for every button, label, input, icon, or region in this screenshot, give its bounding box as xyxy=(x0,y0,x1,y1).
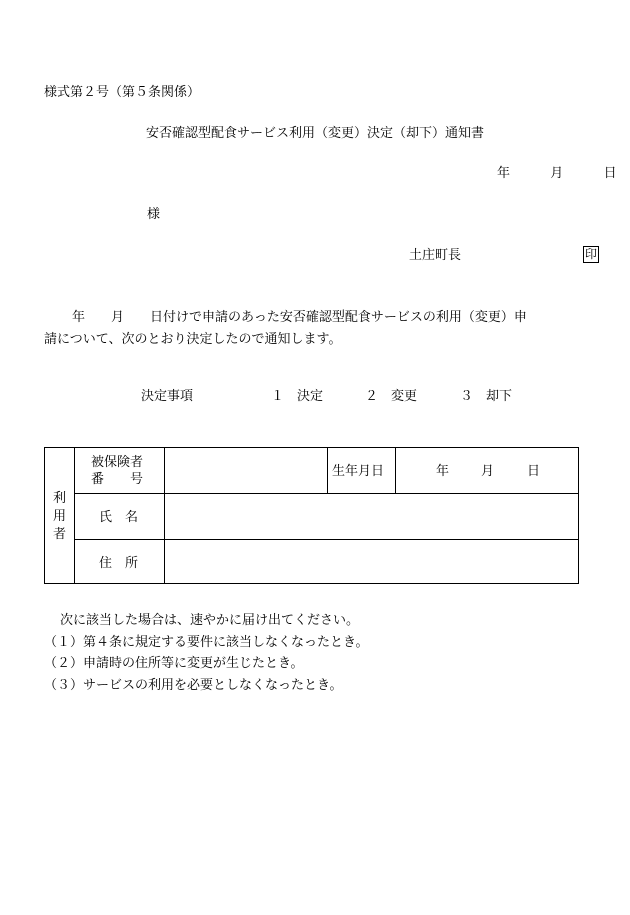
user-group-label-3: 者 xyxy=(53,527,67,542)
seal-mark: 印 xyxy=(583,246,599,263)
decision-option-change: ２ 変更 xyxy=(365,389,418,404)
notes-intro: 次に該当した場合は、速やかに届け出てください。 xyxy=(60,613,360,628)
notes-item-3: （３）サービスの利用を必要としなくなったとき。 xyxy=(44,677,343,693)
notes-item-1: （１）第４条に規定する要件に該当しなくなったとき。 xyxy=(44,634,369,650)
dob-label: 生年月日 xyxy=(332,464,385,479)
notes-section xyxy=(44,610,369,696)
form-number: 様式第２号（第５条関係） xyxy=(44,85,201,100)
notes-item-2: （２）申請時の住所等に変更が生じたとき。 xyxy=(44,656,304,671)
date-month: 月 xyxy=(550,166,564,181)
user-group-label-2: 用 xyxy=(53,509,67,524)
user-group-label-1: 利 xyxy=(53,491,67,506)
address-label: 住 所 xyxy=(99,556,139,571)
name-label: 氏 名 xyxy=(99,510,139,525)
body-text xyxy=(44,307,592,351)
insured-number-label-line1: 被保険者 xyxy=(91,455,144,470)
addressee-suffix: 様 xyxy=(147,207,161,222)
dob-month: 月 xyxy=(481,464,495,479)
body-line-2: 請について、次のとおり決定したので通知します。 xyxy=(44,332,342,347)
user-info-table xyxy=(44,447,579,584)
decision-label: 決定事項 xyxy=(141,389,194,404)
issue-date xyxy=(497,167,617,180)
document-title: 安否確認型配食サービス利用（変更）決定（却下）通知書 xyxy=(145,126,484,141)
date-day: 日 xyxy=(603,166,617,181)
body-line-1: 年 月 日付けで申請のあった安否確認型配食サービスの利用（変更）申 xyxy=(72,310,527,325)
decision-option-reject: ３ 却下 xyxy=(460,389,513,404)
dob-year: 年 xyxy=(436,464,450,479)
insured-number-label-line2: 番 号 xyxy=(91,472,144,487)
issuer-name: 土庄町長 xyxy=(409,248,462,263)
dob-day: 日 xyxy=(527,464,541,479)
date-year: 年 xyxy=(497,166,511,181)
decision-option-approve: １ 決定 xyxy=(271,389,324,404)
